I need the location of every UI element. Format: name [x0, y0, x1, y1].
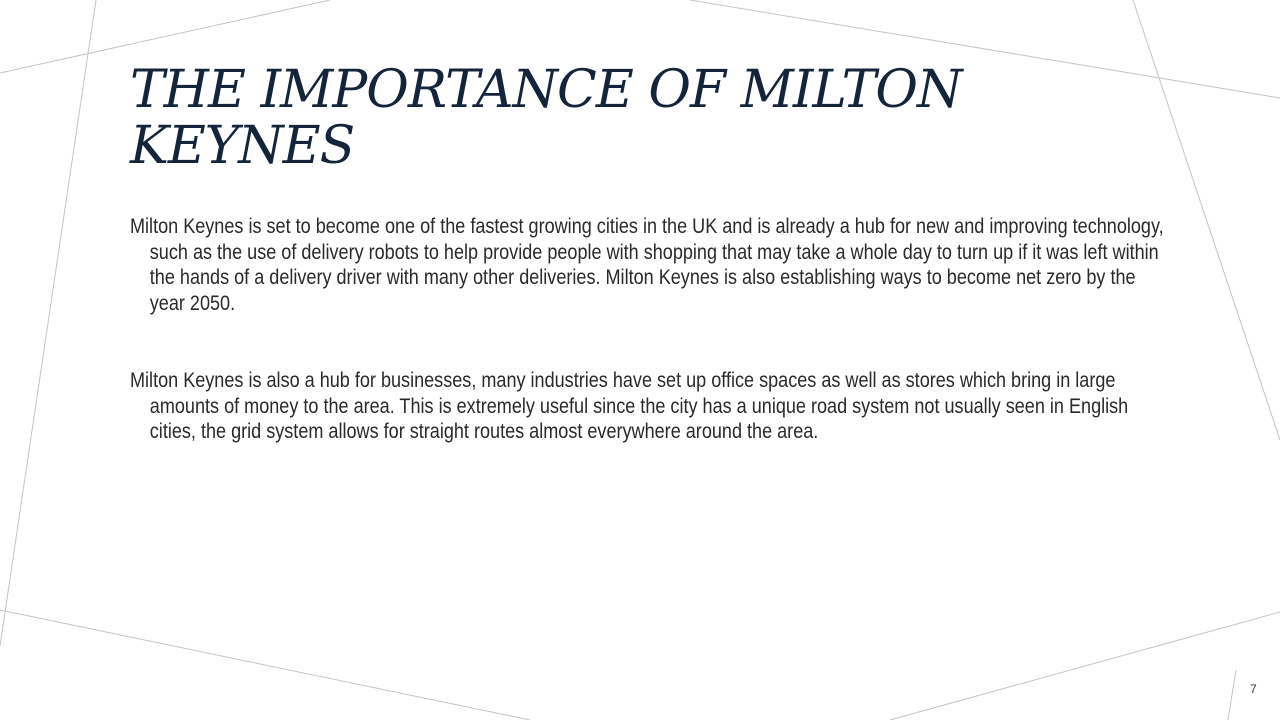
frame-line-bottom-vertical — [1228, 670, 1236, 720]
slide-number: 7 — [1250, 682, 1257, 696]
slide-title: THE IMPORTANCE OF MILTON KEYNES — [130, 60, 962, 176]
paragraph-business: Milton Keynes is also a hub for businesses, many industries have set up office spaces as well as stores which bring in large amounts of money to the area. This is extremely useful since the city has a unique road system not usually seen in English cities, the grid system allows for straight routes almost everywhere around the area. — [130, 369, 1129, 443]
frame-line-left — [0, 0, 96, 646]
frame-line-bottom-right — [890, 612, 1280, 720]
frame-line-bottom-left — [0, 610, 530, 720]
paragraph-technology: Milton Keynes is set to become one of the fastest growing cities in the UK and is already a hub for new and improving technology, such as the use of delivery robots to help provide people with shopping that may take a whole day to turn up if it was left within the hands of a delivery driver with many other deliveries. Milton Keynes is also establishing ways to become net zero by the year 2050. — [130, 215, 1164, 315]
slide-body — [130, 214, 1164, 497]
